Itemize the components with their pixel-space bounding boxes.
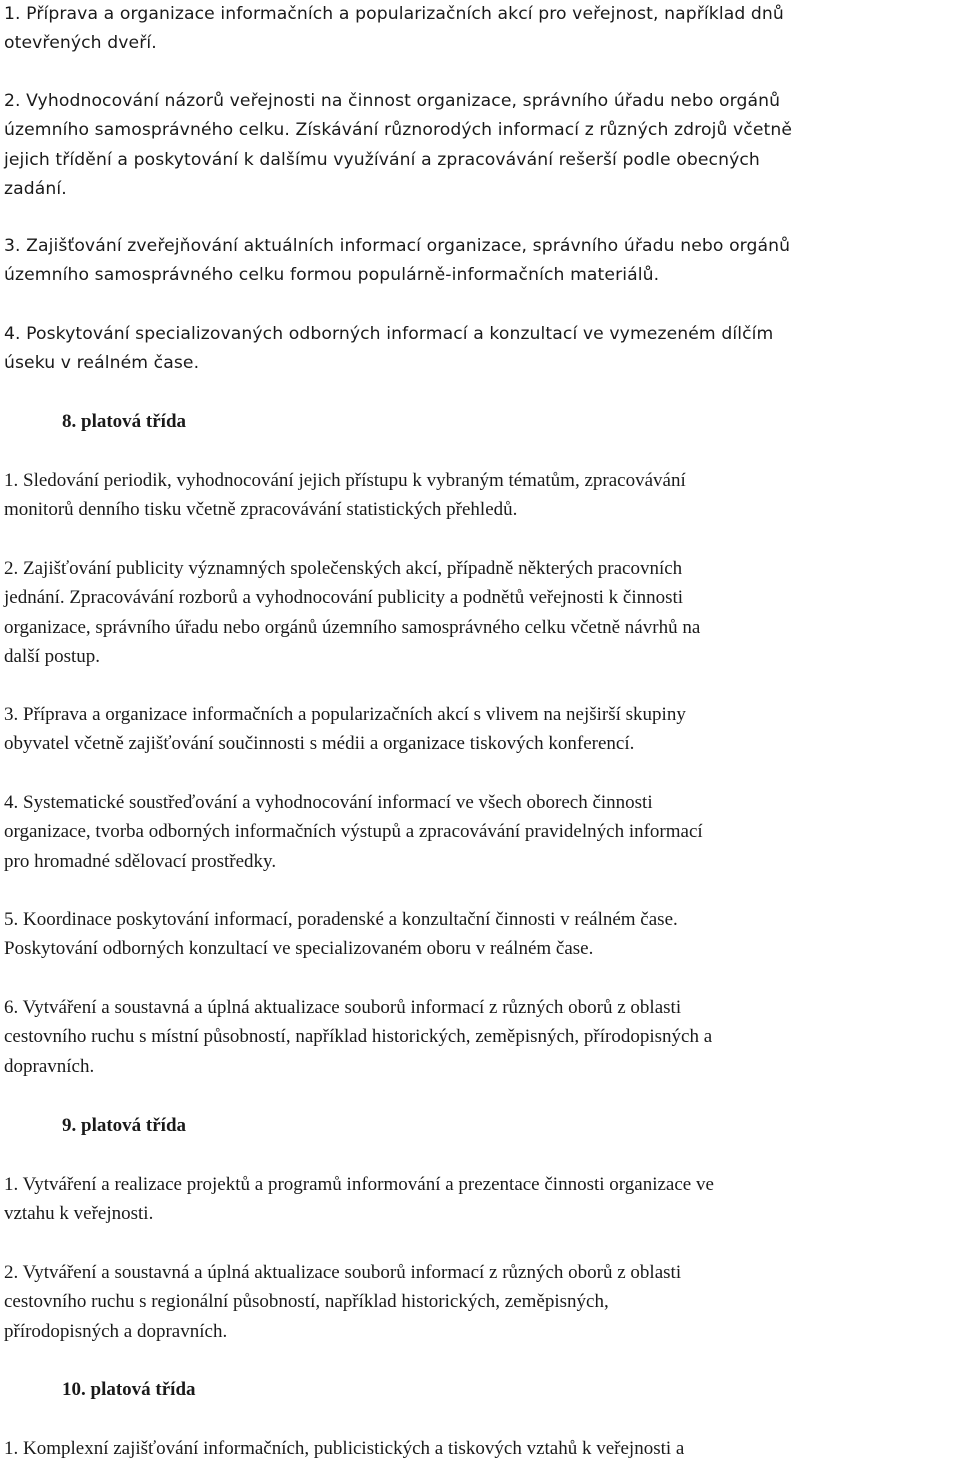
text-line: otevřených dveří.: [4, 33, 157, 54]
section-heading-class-8: 8. platová třída: [62, 411, 187, 432]
text-line: jejich třídění a poskytování k dalšímu využívání a zpracovávání rešerší podle obecných: [4, 149, 760, 170]
list-item: [4, 320, 956, 379]
section-heading-class-10: 10. platová třída: [62, 1379, 196, 1400]
list-item: [4, 554, 956, 672]
text-line: Poskytování odborných konzultací ve specializovaném oboru v reálném čase.: [4, 938, 594, 960]
text-line: 2. Zajišťování publicity významných společenských akcí, případně některých pracovních: [4, 558, 683, 579]
list-item: [4, 700, 956, 759]
list-item: [4, 466, 956, 525]
section-heading-class-9: 9. platová třída: [62, 1115, 187, 1136]
text-line: 1. Příprava a organizace informačních a popularizačních akcí pro veřejnost, například dnů: [4, 4, 784, 24]
text-line: 5. Koordinace poskytování informací, poradenské a konzultační činnosti v reálném čase.: [4, 909, 678, 930]
list-item: [4, 87, 956, 205]
text-line: pro hromadné sdělovací prostředky.: [4, 850, 277, 872]
list-item: [4, 993, 956, 1081]
text-line: cestovního ruchu s regionální působností, například historických, zeměpisných,: [4, 1291, 609, 1313]
text-line: 3. Zajišťování zveřejňování aktuálních informací organizace, správního úřadu nebo orgánů: [4, 236, 791, 256]
list-item: [4, 1258, 956, 1346]
list-item: [4, 232, 956, 291]
text-line: cestovního ruchu s místní působností, například historických, zeměpisných, přírodopisných a: [4, 1026, 713, 1048]
text-line: 2. Vytváření a soustavná a úplná aktualizace souborů informací z různých oborů z oblasti: [4, 1262, 682, 1283]
text-line: 3. Příprava a organizace informačních a popularizačních akcí s vlivem na nejširší skupiny: [4, 704, 686, 725]
list-item: [4, 788, 956, 876]
list-item: [4, 1170, 956, 1229]
text-line: 4. Poskytování specializovaných odborných informací a konzultací ve vymezeném dílčím: [4, 324, 774, 344]
list-item: [4, 0, 956, 59]
text-line: územního samosprávného celku. Získávání různorodých informací z různých zdrojů včetně: [4, 120, 793, 141]
text-line: úseku v reálném čase.: [4, 353, 200, 374]
text-line: jednání. Zpracovávání rozborů a vyhodnocování publicity a podnětů veřejnosti k činnosti: [4, 587, 684, 609]
text-line: zadání.: [4, 179, 67, 200]
text-line: obyvatel včetně zajišťování součinnosti s médii a organizace tiskových konferencí.: [4, 733, 635, 755]
text-line: další postup.: [4, 646, 101, 668]
text-line: dopravních.: [4, 1055, 95, 1077]
text-line: organizace, tvorba odborných informačních výstupů a zpracovávání pravidelných informací: [4, 821, 703, 843]
text-line: 6. Vytváření a soustavná a úplná aktualizace souborů informací z různých oborů z oblasti: [4, 997, 682, 1018]
text-line: přírodopisných a dopravních.: [4, 1320, 228, 1342]
text-line: organizace, správního úřadu nebo orgánů územního samosprávného celku včetně návrhů na: [4, 616, 701, 638]
list-item: [4, 905, 956, 964]
text-line: 1. Sledování periodik, vyhodnocování jejich přístupu k vybraným tématům, zpracovávání: [4, 470, 686, 491]
text-line: 2. Vyhodnocování názorů veřejnosti na činnost organizace, správního úřadu nebo orgánů: [4, 91, 781, 111]
text-line: monitorů denního tisku včetně zpracovávání statistických přehledů.: [4, 499, 518, 521]
text-line: 4. Systematické soustřeďování a vyhodnocování informací ve všech oborech činnosti: [4, 792, 653, 813]
text-line: 1. Komplexní zajišťování informačních, publicistických a tiskových vztahů k veřejnosti a: [4, 1438, 685, 1459]
list-item: [4, 1434, 956, 1463]
text-line: 1. Vytváření a realizace projektů a programů informování a prezentace činnosti organizace ve: [4, 1174, 714, 1195]
text-line: územního samosprávného celku formou populárně-informačních materiálů.: [4, 265, 660, 286]
text-line: vztahu k veřejnosti.: [4, 1203, 154, 1225]
